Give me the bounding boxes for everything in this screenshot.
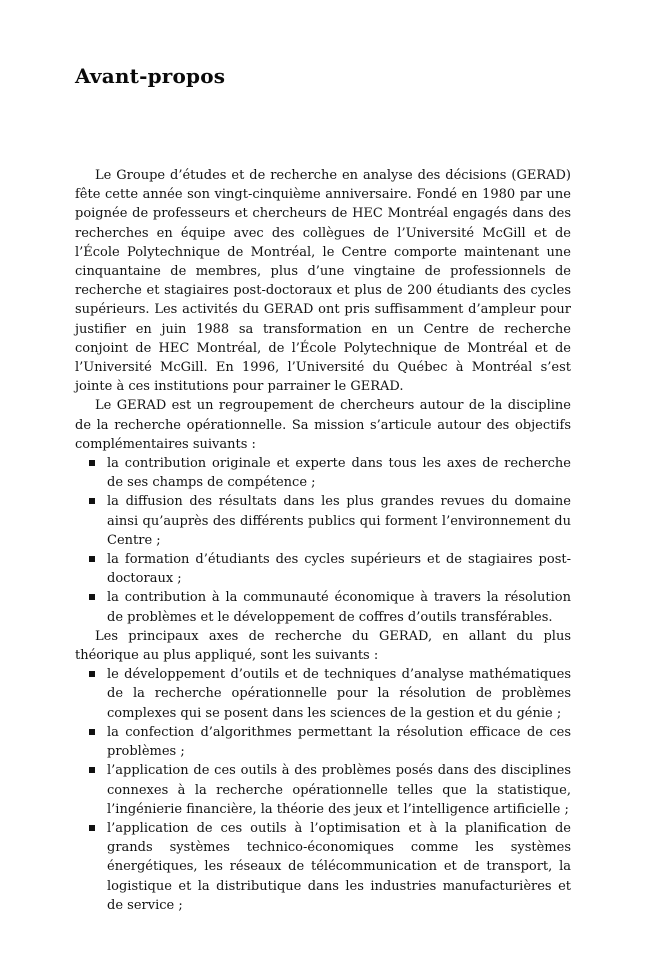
list-item bbox=[107, 819, 571, 915]
list-item-text: le développement d’outils et de techniques d’analyse mathématiques de la recherche opérationnelle pour la résolution de problèmes complexes qui se posent dans les sciences de la gestion et du génie ; bbox=[107, 667, 571, 721]
list-item-text: l’application de ces outils à l’optimisation et à la planification de grands systèmes technico-économiques comme les systèmes énergétiques, les réseaux de télécommunication et de transport, la logistique et la distributique dans les industries manufacturières et de service ; bbox=[107, 820, 571, 913]
objectives-list bbox=[75, 454, 571, 627]
bullet-square-icon bbox=[89, 825, 95, 831]
body-text bbox=[75, 166, 571, 915]
bullet-square-icon bbox=[89, 460, 95, 466]
bullet-square-icon bbox=[89, 767, 95, 773]
bullet-square-icon bbox=[89, 498, 95, 504]
list-item bbox=[107, 492, 571, 550]
list-item bbox=[107, 588, 571, 626]
bullet-square-icon bbox=[89, 556, 95, 562]
list-item-text: la contribution originale et experte dans tous les axes de recherche de ses champs de compétence ; bbox=[107, 456, 571, 491]
list-item bbox=[107, 454, 571, 492]
chapter-title: Avant-propos bbox=[75, 64, 226, 88]
list-item-text: la diffusion des résultats dans les plus grandes revues du domaine ainsi qu’auprès des différents publics qui forment l’environnement du Centre ; bbox=[107, 494, 571, 548]
list-item-text: la contribution à la communauté économique à travers la résolution de problèmes et le développement de coffres d’outils transférables. bbox=[107, 590, 571, 625]
bullet-square-icon bbox=[89, 671, 95, 677]
list-item bbox=[107, 723, 571, 761]
list-item bbox=[107, 665, 571, 723]
list-item bbox=[107, 550, 571, 588]
bullet-square-icon bbox=[89, 729, 95, 735]
list-item-text: l’application de ces outils à des problèmes posés dans des disciplines connexes à la recherche opérationnelle telles que la statistique, l’ingénierie financière, la théorie des jeux et l’intelligence artificielle ; bbox=[107, 763, 571, 817]
bullet-square-icon bbox=[89, 594, 95, 600]
paragraph-gerad-mission: Le GERAD est un regroupement de chercheurs autour de la discipline de la recherche opérationnelle. Sa mission s’articule autour des objectifs complémentaires suivants : bbox=[75, 398, 571, 452]
research-axes-list bbox=[75, 665, 571, 915]
list-item-text: la formation d’étudiants des cycles supérieurs et de stagiaires post-doctoraux ; bbox=[107, 552, 571, 587]
list-item-text: la confection d’algorithmes permettant la résolution efficace de ces problèmes ; bbox=[107, 724, 571, 760]
list-item bbox=[107, 761, 571, 819]
paragraph-gerad-history: Le Groupe d’études et de recherche en analyse des décisions (GERAD) fête cette année son vingt-cinquième anniversaire. Fondé en 1980 par une poignée de professeurs et chercheurs de HEC Montréal engagés dans des recherches en équipe avec des collègues de l’Université McGill et de l’École Polytechnique de Montréal, le Centre comporte maintenant une cinquantaine de membres, plus d’une vingtaine de professionnels de recherche et stagiaires post-doctoraux et plus de 200 étudiants des cycles supérieurs. Les activités du GERAD ont pris suffisamment d’ampleur pour justifier en juin 1988 sa transformation en un Centre de recherche conjoint de HEC Montréal, de l’École Polytechnique de Montréal et de l’Université McGill. En 1996, l’Université du Québec à Montréal s’est jointe à ces institutions pour parrainer le GERAD. bbox=[75, 168, 571, 395]
paragraph-research-axes: Les principaux axes de recherche du GERAD, en allant du plus théorique au plus appliqué, sont les suivants : bbox=[75, 628, 571, 664]
